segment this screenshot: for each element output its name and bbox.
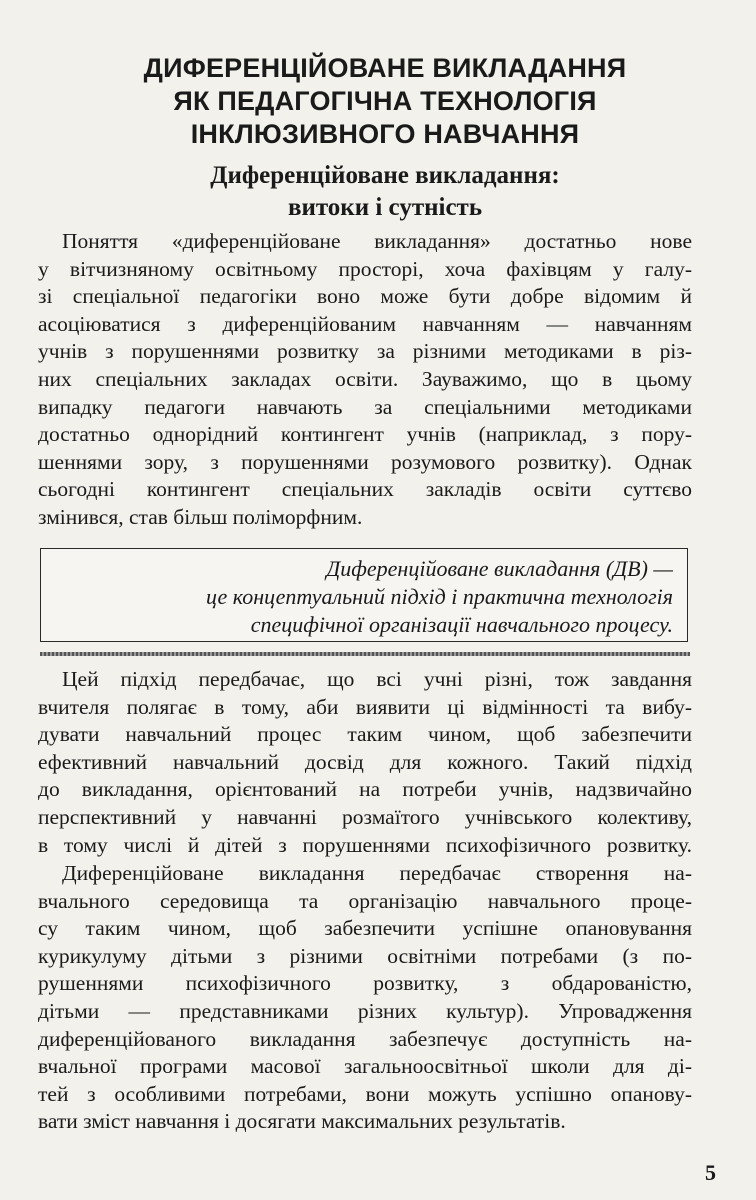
text-line: шеннями зору, з порушеннями розумового розвитку). Однак bbox=[38, 449, 692, 474]
paragraph-implementation bbox=[38, 860, 692, 1136]
text-line: Цей підхід передбачає, що всі учні різні, тож завдання bbox=[62, 667, 692, 691]
text-line: них спеціальних закладах освіти. Зауважимо, що в цьому bbox=[38, 366, 692, 391]
text-line: достатньо однорідний контингент учнів (наприклад, з пору- bbox=[38, 422, 692, 447]
chapter-title bbox=[60, 52, 710, 151]
chapter-title-line: ЯК ПЕДАГОГІЧНА ТЕХНОЛОГІЯ bbox=[173, 86, 597, 116]
text-line: вчальної програми масової загальноосвітньої школи для ді- bbox=[38, 1054, 692, 1079]
text-line: змінився, став більш поліморфним. bbox=[38, 504, 363, 529]
text-line: дітьми — представниками різних культур). Упровадження bbox=[38, 998, 692, 1023]
text-line: ефективний навчальний досвід для кожного. Такий підхід bbox=[38, 749, 692, 774]
chapter-title-line: ДИФЕРЕНЦІЙОВАНЕ ВИКЛАДАННЯ bbox=[143, 53, 627, 83]
text-line: перспективний у навчанні розмаїтого учнівського колективу, bbox=[38, 804, 692, 829]
paragraph-intro bbox=[38, 228, 692, 532]
text-line: сьогодні контингент спеціальних закладів освіти суттєво bbox=[38, 477, 692, 502]
page-number: 5 bbox=[705, 1160, 716, 1185]
text-line: дувати навчальний процес таким чином, щоб забезпечити bbox=[38, 722, 692, 747]
text-line: су таким чином, щоб забезпечити успішне опановування bbox=[38, 916, 692, 941]
text-line: в тому числі й дітей з порушеннями психофізичного розвитку. bbox=[38, 832, 692, 857]
definition-box bbox=[40, 548, 688, 642]
section-subtitle bbox=[60, 160, 710, 224]
text-line: диференційованого викладання забезпечує доступність на- bbox=[38, 1026, 692, 1051]
text-line: Диференційоване викладання передбачає створення на- bbox=[62, 861, 692, 885]
text-line: вчального середовища та організацію навчального проце- bbox=[38, 888, 692, 913]
section-subtitle-line: Диференційоване викладання: bbox=[210, 162, 560, 189]
chapter-title-line: ІНКЛЮЗИВНОГО НАВЧАННЯ bbox=[190, 119, 580, 149]
definition-line: специфічної організації навчального процесу. bbox=[250, 612, 673, 637]
text-line: у вітчизняному освітньому просторі, хоча фахівцям у галу- bbox=[38, 256, 692, 281]
section-subtitle-line: витоки і сутність bbox=[287, 194, 483, 221]
text-line: випадку педагоги навчають за спеціальними методиками bbox=[38, 394, 692, 419]
text-line: вчителя полягає в тому, аби виявити ці відмінності та вибу- bbox=[38, 694, 692, 719]
definition-divider bbox=[40, 652, 690, 656]
text-line: зі спеціальної педагогіки воно може бути добре відомим й bbox=[38, 284, 692, 309]
definition-line: це концептуальний підхід і практична технологія bbox=[205, 584, 673, 609]
text-line: асоціюватися з диференційованим навчанням — навчанням bbox=[38, 311, 692, 336]
text-line: тей з особливими потребами, вони можуть успішно опанову- bbox=[38, 1081, 692, 1106]
text-line: до викладання, орієнтований на потреби учнів, надзвичайно bbox=[38, 777, 692, 802]
text-line: Поняття «диференційоване викладання» достатньо нове bbox=[62, 229, 692, 253]
text-line: учнів з порушеннями розвитку за різними методиками в різ- bbox=[38, 339, 692, 364]
text-line: курикулуму дітьми з різними освітніми потребами (з по- bbox=[38, 943, 692, 968]
text-line: вати зміст навчання і досягати максимальних результатів. bbox=[38, 1109, 566, 1134]
paragraph-approach bbox=[38, 666, 692, 859]
definition-line: Диференційоване викладання (ДВ) — bbox=[326, 556, 673, 581]
text-line: рушеннями психофізичного розвитку, з обдарованістю, bbox=[38, 971, 692, 996]
